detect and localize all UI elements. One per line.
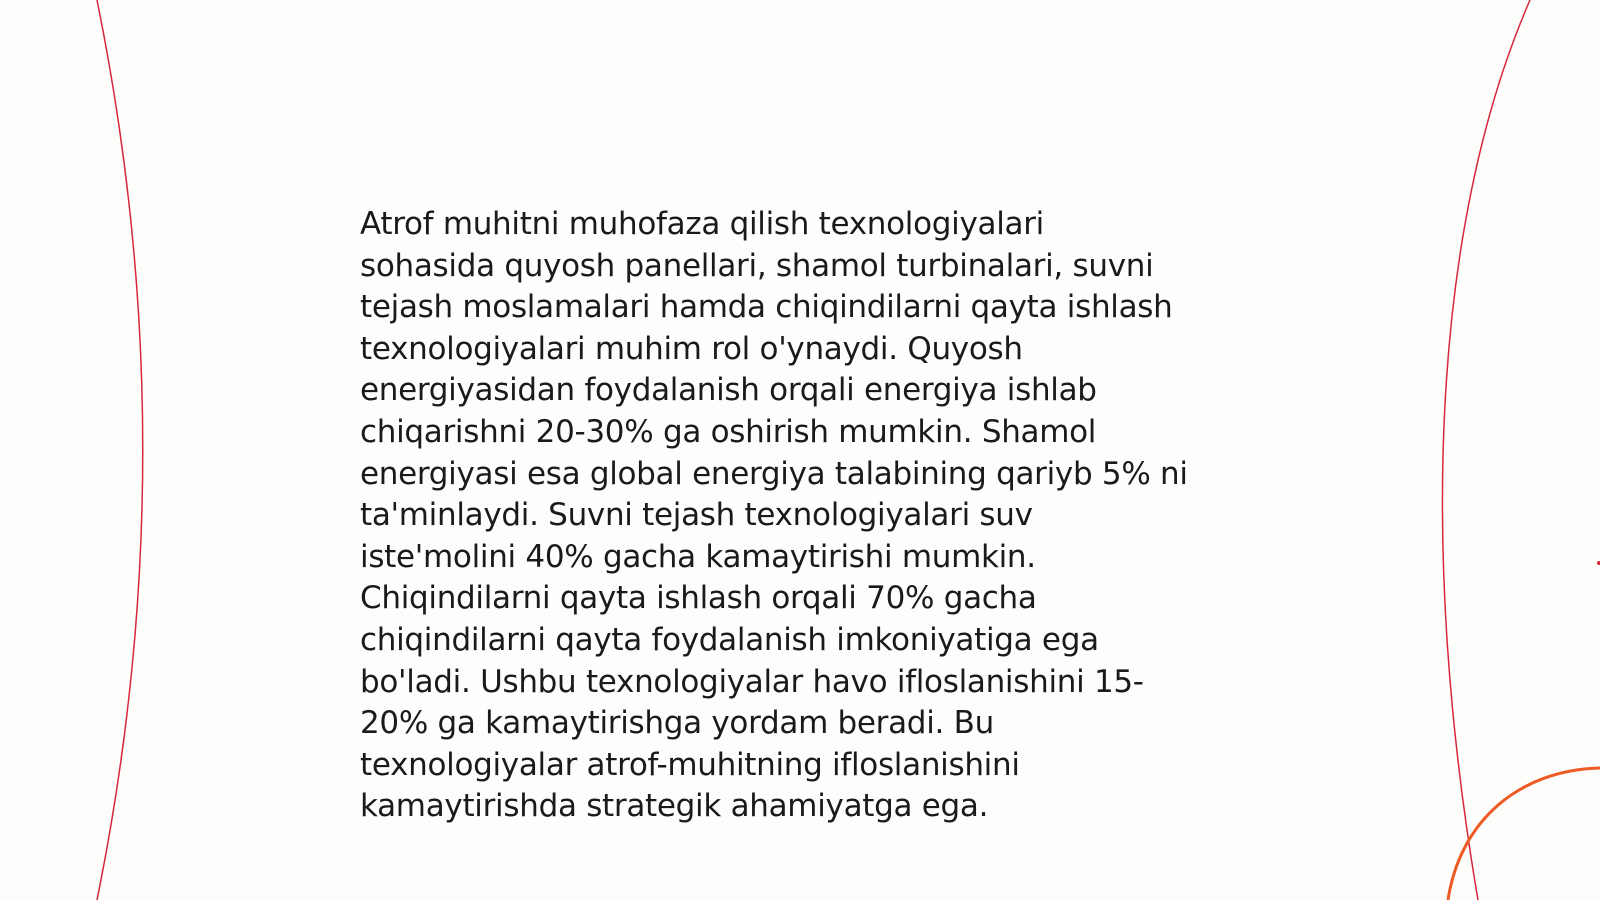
body-line: energiyasi esa global energiya talabining qariyb 5% ni [360, 455, 1188, 492]
body-line: iste'molini 40% gacha kamaytirishi mumkin. [360, 538, 1036, 575]
body-line: kamaytirishda strategik ahamiyatga ega. [360, 788, 989, 825]
left-curve-decoration [97, 0, 143, 900]
body-line: Atrof muhitni muhofaza qilish texnologiyalari [360, 206, 1044, 242]
body-line: Chiqindilarni qayta ishlash orqali 70% gacha [360, 580, 1037, 617]
body-line: texnologiyalari muhim rol o'ynaydi. Quyosh [360, 330, 1023, 367]
body-line: ta'minlaydi. Suvni tejash texnologiyalari suv [360, 497, 1033, 534]
corner-circle-decoration [1448, 768, 1600, 900]
body-paragraph [360, 204, 1240, 828]
body-line: energiyasidan foydalanish orqali energiya ishlab [360, 372, 1097, 409]
body-line: bo'ladi. Ushbu texnologiyalar havo ifloslanishini 15- [360, 663, 1144, 700]
body-line: 20% ga kamaytirishga yordam beradi. Bu [360, 705, 994, 742]
body-line: tejash moslamalari hamda chiqindilarni qayta ishlash [360, 289, 1173, 326]
right-curve-decoration [1442, 0, 1530, 900]
body-line: texnologiyalar atrof-muhitning ifloslanishini [360, 746, 1020, 783]
body-line: chiqindilarni qayta foydalanish imkoniyatiga ega [360, 621, 1099, 658]
body-line: sohasida quyosh panellari, shamol turbinalari, suvni [360, 247, 1154, 284]
body-line: chiqarishni 20-30% ga oshirish mumkin. Shamol [360, 413, 1097, 450]
